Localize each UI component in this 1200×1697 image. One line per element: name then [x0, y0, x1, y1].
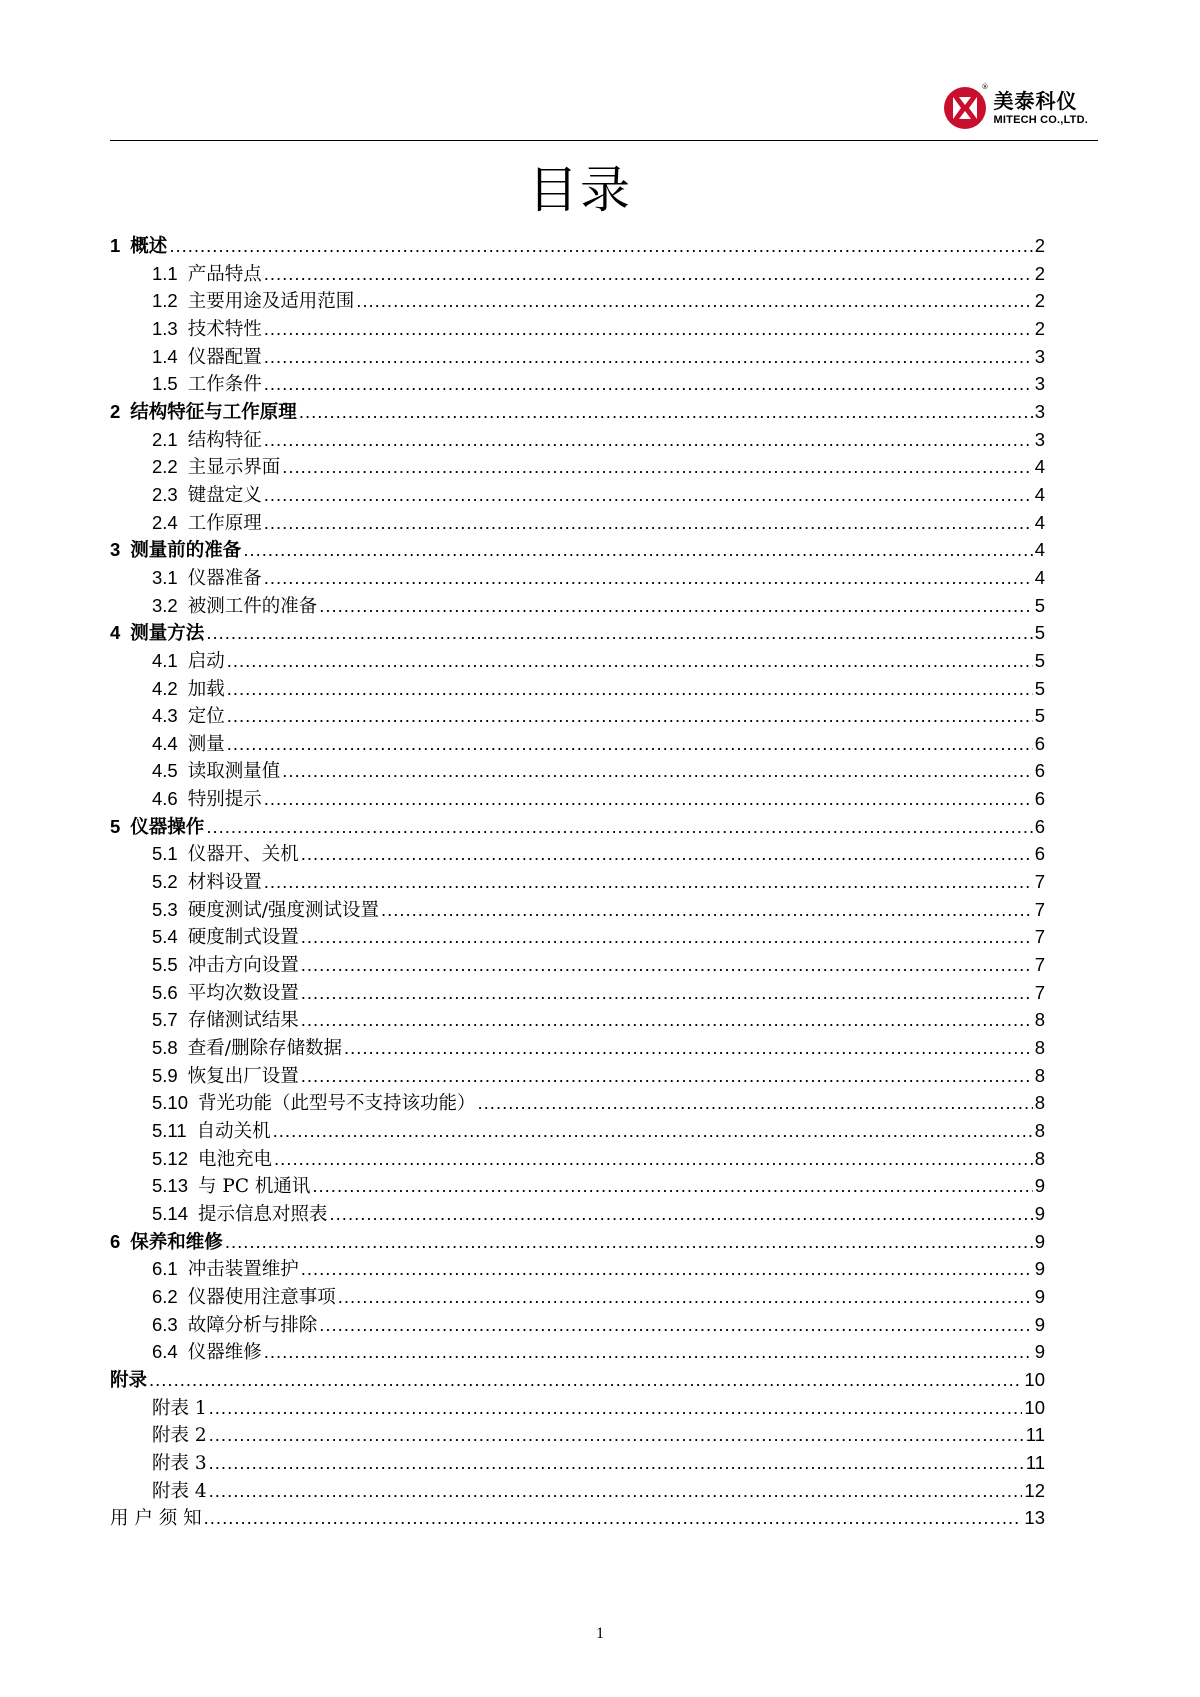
toc-entry-number: 1: [110, 235, 121, 256]
toc-entry-label: 仪器操作: [130, 816, 205, 838]
toc-entry-label: 平均次数设置: [187, 982, 299, 1004]
toc-dot-leader: [227, 705, 1033, 727]
toc-entry-page: 6: [1034, 788, 1045, 810]
toc-dot-leader: [301, 982, 1033, 1004]
toc-dot-leader: [209, 1480, 1023, 1502]
toc-dot-leader: [264, 484, 1033, 506]
toc-dot-leader: [282, 760, 1032, 782]
toc-entry-page: 7: [1034, 871, 1045, 893]
toc-entry[interactable]: [110, 1200, 1045, 1228]
toc-dot-leader: [264, 512, 1033, 534]
toc-dot-leader: [264, 567, 1033, 589]
toc-dot-leader: [301, 1065, 1033, 1087]
toc-entry-label: 读取测量值: [187, 761, 281, 783]
toc-entry-label: 故障分析与排除: [187, 1314, 318, 1336]
toc-entry[interactable]: [110, 1394, 1045, 1422]
registered-mark: ®: [981, 83, 989, 91]
toc-dot-leader: [330, 1203, 1033, 1225]
toc-entry-number: 1.3: [152, 317, 178, 339]
toc-entry[interactable]: [110, 813, 1045, 841]
toc-entry-label: 键盘定义: [187, 484, 262, 506]
toc-entry-page: 6: [1034, 843, 1045, 865]
toc-entry-number: 1.2: [152, 290, 178, 312]
toc-entry-number: 5.5: [152, 954, 178, 976]
toc-entry-page: 11: [1025, 1424, 1045, 1446]
toc-dot-leader: [319, 595, 1032, 617]
toc-entry-page: 8: [1034, 1120, 1045, 1141]
toc-dot-leader: [227, 678, 1033, 700]
page-number: 1: [596, 1625, 604, 1642]
toc-entry[interactable]: [110, 1449, 1045, 1477]
toc-entry-number: 4.3: [152, 705, 178, 727]
toc-entry[interactable]: [110, 287, 1045, 315]
toc-entry-page: 2: [1034, 262, 1045, 284]
toc-entry-number: 1.1: [152, 262, 178, 284]
toc-entry[interactable]: [110, 398, 1045, 426]
toc-entry-number: 5.11: [152, 1120, 187, 1141]
toc-entry-label: 查看/删除存储数据: [187, 1038, 342, 1060]
toc-entry[interactable]: [110, 923, 1045, 951]
toc-entry-label: 电池充电: [198, 1148, 273, 1170]
toc-entry-label: 启动: [187, 650, 225, 672]
toc-entry-label: 冲击装置维护: [187, 1259, 299, 1281]
toc-entry[interactable]: [110, 426, 1045, 454]
toc-entry-number: 5.1: [152, 843, 178, 865]
toc-entry-label: 测量方法: [130, 623, 205, 645]
toc-dot-leader: [299, 401, 1033, 423]
toc-entry-page: 9: [1034, 1285, 1045, 1307]
toc-entry-page: 10: [1024, 1396, 1045, 1418]
toc-entry-number: 2.3: [152, 483, 178, 505]
toc-entry-number: 5.2: [152, 871, 178, 893]
toc-entry-number: 6.3: [152, 1313, 178, 1335]
toc-entry-number: 5.12: [152, 1147, 189, 1169]
toc-entry-label: 背光功能（此型号不支持该功能）: [198, 1093, 476, 1115]
toc-dot-leader: [264, 1341, 1033, 1363]
table-of-contents: [110, 232, 1045, 1532]
toc-entry-number: 3.1: [152, 566, 178, 588]
toc-dot-leader: [478, 1092, 1033, 1114]
toc-entry[interactable]: [110, 619, 1045, 647]
page-header: [110, 78, 1098, 141]
toc-entry-number: 2.4: [152, 511, 178, 533]
toc-entry-number: 4.2: [152, 677, 178, 699]
toc-dot-leader: [243, 539, 1032, 561]
toc-dot-leader: [225, 1231, 1033, 1253]
toc-entry-page: 8: [1034, 1009, 1045, 1031]
toc-entry-page: 4: [1034, 511, 1045, 533]
toc-entry-label: 仪器使用注意事项: [187, 1286, 336, 1308]
toc-entry-label: 存储测试结果: [187, 1010, 299, 1032]
toc-entry-number: 6.2: [152, 1285, 178, 1307]
toc-entry-label: 仪器维修: [187, 1342, 262, 1364]
toc-entry[interactable]: [110, 1006, 1045, 1034]
toc-entry[interactable]: [110, 1255, 1045, 1283]
toc-entry[interactable]: [110, 343, 1045, 371]
toc-entry[interactable]: [110, 730, 1045, 758]
toc-entry-page: 8: [1034, 1064, 1045, 1086]
page-title: 目录: [528, 161, 632, 219]
toc-entry[interactable]: [110, 1283, 1045, 1311]
toc-entry-page: 4: [1034, 456, 1045, 478]
toc-entry-page: 9: [1034, 1175, 1045, 1197]
toc-entry-page: 6: [1034, 732, 1045, 754]
toc-entry-page: 11: [1025, 1451, 1045, 1473]
toc-dot-leader: [301, 1258, 1033, 1280]
toc-entry[interactable]: [110, 536, 1045, 564]
toc-entry-label: 附表 4: [152, 1480, 207, 1502]
toc-entry-number: 6.1: [152, 1258, 178, 1280]
toc-entry-label: 硬度测试/强度测试设置: [187, 899, 379, 921]
toc-dot-leader: [301, 926, 1033, 948]
toc-entry-label: 提示信息对照表: [198, 1203, 328, 1225]
toc-entry-label: 与 PC 机通讯: [198, 1176, 311, 1198]
toc-dot-leader: [206, 816, 1032, 838]
toc-entry-page: 2: [1034, 317, 1045, 339]
toc-entry[interactable]: [110, 315, 1045, 343]
toc-dot-leader: [381, 899, 1033, 921]
toc-entry-page: 7: [1034, 954, 1045, 976]
toc-entry-number: 5.9: [152, 1064, 178, 1086]
toc-dot-leader: [264, 263, 1033, 285]
toc-entry-page: 9: [1034, 1202, 1045, 1224]
toc-entry[interactable]: [110, 1034, 1045, 1062]
toc-entry-page: 9: [1034, 1258, 1045, 1280]
toc-dot-leader: [312, 1175, 1032, 1197]
toc-entry[interactable]: [110, 702, 1045, 730]
toc-dot-leader: [169, 235, 1032, 257]
toc-entry-page: 4: [1034, 566, 1045, 588]
toc-entry-page: 9: [1034, 1313, 1045, 1335]
toc-dot-leader: [209, 1424, 1024, 1446]
toc-entry-page: 6: [1034, 815, 1045, 837]
toc-entry[interactable]: [110, 1145, 1045, 1173]
toc-entry-label: 材料设置: [187, 872, 262, 894]
toc-entry-page: 5: [1034, 649, 1045, 671]
toc-entry-page: 4: [1034, 483, 1045, 505]
toc-entry[interactable]: [110, 896, 1045, 924]
toc-entry[interactable]: [110, 1421, 1045, 1449]
toc-entry-label: 仪器配置: [187, 346, 262, 368]
toc-entry-number: 4.4: [152, 732, 178, 754]
toc-dot-leader: [149, 1369, 1022, 1391]
toc-dot-leader: [264, 429, 1033, 451]
toc-entry-label: 硬度制式设置: [187, 927, 299, 949]
toc-dot-leader: [264, 871, 1033, 893]
toc-entry-number: 4.5: [152, 760, 178, 782]
toc-entry-label: 结构特征: [187, 429, 262, 451]
toc-entry-page: 8: [1034, 1037, 1045, 1059]
toc-dot-leader: [274, 1148, 1033, 1170]
toc-entry[interactable]: [110, 979, 1045, 1007]
toc-entry[interactable]: [110, 260, 1045, 288]
toc-dot-leader: [356, 290, 1032, 312]
toc-entry-page: 7: [1034, 898, 1045, 920]
toc-entry-number: 2: [110, 400, 121, 422]
toc-entry[interactable]: [110, 675, 1045, 703]
toc-entry[interactable]: [110, 481, 1045, 509]
toc-entry-number: 3.2: [152, 594, 178, 616]
toc-entry[interactable]: [110, 840, 1045, 868]
toc-entry[interactable]: [110, 1062, 1045, 1090]
toc-dot-leader: [344, 1037, 1033, 1059]
toc-entry-page: 5: [1034, 622, 1045, 644]
toc-entry-label: 附表 1: [152, 1397, 207, 1419]
toc-dot-leader: [204, 1507, 1023, 1529]
toc-dot-leader: [282, 456, 1032, 478]
toc-entry-page: 6: [1034, 760, 1045, 782]
toc-entry[interactable]: [110, 564, 1045, 592]
toc-entry[interactable]: [110, 1228, 1045, 1256]
toc-entry-page: 2: [1034, 290, 1045, 312]
toc-entry[interactable]: [110, 1089, 1045, 1117]
toc-dot-leader: [301, 843, 1033, 865]
toc-entry-label: 结构特征与工作原理: [130, 401, 297, 423]
toc-entry-label: 自动关机: [196, 1121, 271, 1142]
toc-entry-number: 5.13: [152, 1175, 189, 1197]
mitech-logo-icon: [942, 85, 988, 131]
toc-entry-label: 附表 3: [152, 1452, 207, 1474]
toc-entry-number: 4.6: [152, 788, 178, 810]
toc-entry[interactable]: [110, 647, 1045, 675]
toc-entry[interactable]: [110, 1172, 1045, 1200]
toc-entry-page: 5: [1034, 677, 1045, 699]
toc-dot-leader: [301, 1009, 1033, 1031]
toc-dot-leader: [264, 373, 1033, 395]
toc-entry[interactable]: [110, 951, 1045, 979]
toc-dot-leader: [206, 622, 1032, 644]
toc-entry-number: 6.4: [152, 1341, 178, 1363]
toc-entry-page: 8: [1034, 1092, 1045, 1114]
toc-entry-page: 10: [1024, 1368, 1045, 1390]
toc-entry[interactable]: [110, 592, 1045, 620]
toc-dot-leader: [264, 318, 1033, 340]
toc-entry[interactable]: [110, 1338, 1045, 1366]
toc-entry-label: 保养和维修: [130, 1231, 223, 1253]
toc-entry[interactable]: [110, 509, 1045, 537]
toc-entry-label: 主要用途及适用范围: [187, 291, 355, 313]
toc-entry-number: 5.7: [152, 1009, 178, 1031]
toc-dot-leader: [209, 1397, 1023, 1419]
toc-entry-label: 恢复出厂设置: [187, 1065, 299, 1087]
toc-entry-page: 3: [1034, 400, 1045, 422]
toc-entry-number: 5.10: [152, 1092, 189, 1114]
toc-dot-leader: [338, 1286, 1033, 1308]
toc-entry[interactable]: [110, 1311, 1045, 1339]
toc-entry-page: 9: [1034, 1230, 1045, 1252]
toc-entry-number: 2.1: [152, 428, 178, 450]
toc-entry-number: 5.6: [152, 981, 178, 1003]
toc-entry-page: 7: [1034, 926, 1045, 948]
toc-entry-label: 特别提示: [187, 789, 262, 811]
toc-entry-label: 定位: [187, 706, 225, 728]
toc-entry-label: 被测工件的准备: [187, 595, 318, 617]
toc-entry-label: 仪器准备: [187, 567, 262, 589]
toc-entry-number: 3: [110, 539, 121, 561]
toc-entry-page: 9: [1034, 1341, 1045, 1363]
toc-dot-leader: [227, 650, 1033, 672]
toc-entry-label: 技术特性: [187, 318, 262, 340]
toc-entry-page: 13: [1024, 1507, 1045, 1529]
toc-dot-leader: [227, 733, 1033, 755]
toc-entry-label: 测量前的准备: [130, 540, 242, 562]
toc-entry[interactable]: [110, 1504, 1045, 1532]
toc-entry[interactable]: [110, 1117, 1045, 1145]
toc-entry[interactable]: [110, 757, 1045, 785]
toc-entry-label: 概述: [130, 236, 168, 257]
toc-entry-number: 1.5: [152, 373, 178, 395]
toc-entry-page: 12: [1024, 1479, 1045, 1501]
toc-entry-label: 附表 2: [152, 1425, 207, 1447]
toc-entry-label: 加载: [187, 678, 225, 700]
toc-entry-page: 8: [1034, 1147, 1045, 1169]
toc-entry-page: 5: [1034, 594, 1045, 616]
toc-entry[interactable]: [110, 868, 1045, 896]
toc-dot-leader: [319, 1314, 1032, 1336]
toc-entry-label: 用 户 须 知: [110, 1508, 202, 1530]
toc-entry-number: 4.1: [152, 649, 178, 671]
toc-dot-leader: [209, 1452, 1024, 1474]
toc-entry-label: 附录: [110, 1369, 148, 1391]
toc-entry-number: 6: [110, 1230, 121, 1252]
toc-entry-page: 7: [1034, 981, 1045, 1003]
toc-entry[interactable]: [110, 453, 1045, 481]
toc-entry-page: 3: [1034, 428, 1045, 450]
toc-entry-page: 3: [1034, 345, 1045, 367]
toc-entry-number: 5: [110, 815, 121, 837]
toc-dot-leader: [264, 346, 1033, 368]
toc-entry-number: 5.8: [152, 1037, 178, 1059]
toc-entry-page: 4: [1034, 539, 1045, 561]
toc-entry-number: 5.3: [152, 898, 178, 920]
toc-entry-label: 工作条件: [187, 374, 262, 396]
toc-entry[interactable]: [110, 232, 1045, 260]
brand-name-en: MITECH CO.,LTD.: [993, 113, 1088, 126]
toc-entry-label: 测量: [187, 733, 225, 755]
toc-entry-label: 仪器开、关机: [187, 844, 299, 866]
toc-entry-number: 5.4: [152, 926, 178, 948]
toc-entry[interactable]: [110, 785, 1045, 813]
company-logo: [942, 82, 1088, 134]
toc-entry[interactable]: [110, 370, 1045, 398]
brand-name-cn: 美泰科仪: [993, 88, 1078, 113]
toc-dot-leader: [301, 954, 1033, 976]
toc-dot-leader: [264, 788, 1033, 810]
toc-entry-number: 4: [110, 622, 121, 644]
toc-entry-number: 1.4: [152, 345, 178, 367]
toc-entry-page: 5: [1034, 705, 1045, 727]
toc-entry-page: 3: [1034, 373, 1045, 395]
toc-entry-label: 工作原理: [187, 512, 262, 534]
toc-entry[interactable]: [110, 1366, 1045, 1394]
toc-dot-leader: [273, 1120, 1033, 1142]
toc-entry-label: 冲击方向设置: [187, 955, 299, 977]
toc-entry-label: 产品特点: [187, 263, 262, 285]
toc-entry-page: 2: [1034, 235, 1045, 256]
toc-entry-number: 5.14: [152, 1202, 189, 1224]
toc-entry-label: 主显示界面: [187, 457, 281, 479]
toc-entry-number: 2.2: [152, 456, 178, 478]
toc-entry[interactable]: [110, 1477, 1045, 1505]
